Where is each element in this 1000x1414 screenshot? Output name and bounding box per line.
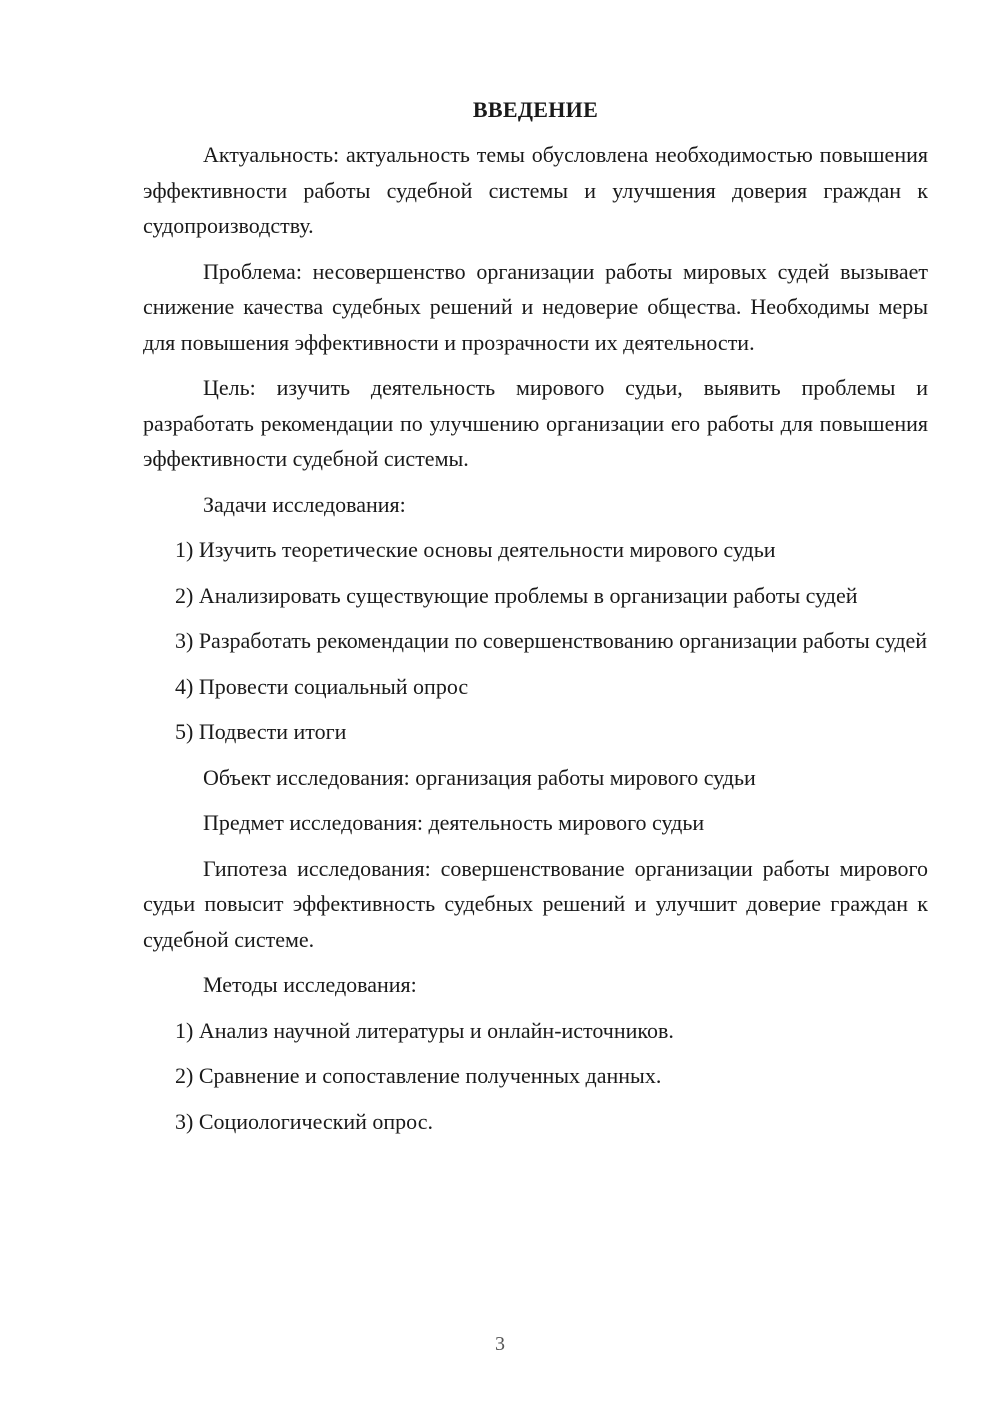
methods-list xyxy=(143,1013,928,1140)
list-item: 3) Социологический опрос. xyxy=(175,1108,433,1134)
paragraph-relevance: Актуальность: актуальность темы обусловлена необходимостью повышения эффективности работы судебной системы и улучшения доверия граждан к судопроизводству. xyxy=(143,142,928,238)
methods-heading: Методы исследования: xyxy=(203,972,417,997)
paragraph-subject: Предмет исследования: деятельность мирового судьи xyxy=(203,810,705,835)
page-content xyxy=(143,92,928,1149)
paragraph-hypothesis: Гипотеза исследования: совершенствование организации работы мирового судьи повысит эффективность судебных решений и улучшит доверие граждан к судебной системе. xyxy=(143,855,928,952)
paragraph-problem: Проблема: несовершенство организации работы мировых судей вызывает снижение качества судебных решений и недоверие общества. Необходимы меры для повышения эффективности и прозрачности их деятельности. xyxy=(143,258,928,355)
tasks-list xyxy=(143,532,928,750)
page-number: 3 xyxy=(495,1333,505,1355)
list-item: 5) Подвести итоги xyxy=(175,719,347,744)
list-item: 3) Разработать рекомендации по совершенствованию организации работы судей xyxy=(175,628,928,653)
list-item: 4) Провести социальный опрос xyxy=(175,673,469,699)
paragraph-object: Объект исследования: организация работы мирового судьи xyxy=(203,764,756,790)
list-item: 1) Изучить теоретические основы деятельности мирового судьи xyxy=(175,537,776,562)
list-item: 1) Анализ научной литературы и онлайн-источников. xyxy=(175,1017,674,1043)
list-item: 2) Анализировать существующие проблемы в организации работы судей xyxy=(175,582,858,608)
page-title: ВВЕДЕНИЕ xyxy=(472,97,599,122)
paragraph-goal: Цель: изучить деятельность мирового судьи, выявить проблемы и разработать рекомендации по улучшению организации его работы для повышения эффективности судебной системы. xyxy=(143,375,928,471)
list-item: 2) Сравнение и сопоставление полученных данных. xyxy=(175,1063,662,1088)
tasks-heading: Задачи исследования: xyxy=(203,491,406,517)
